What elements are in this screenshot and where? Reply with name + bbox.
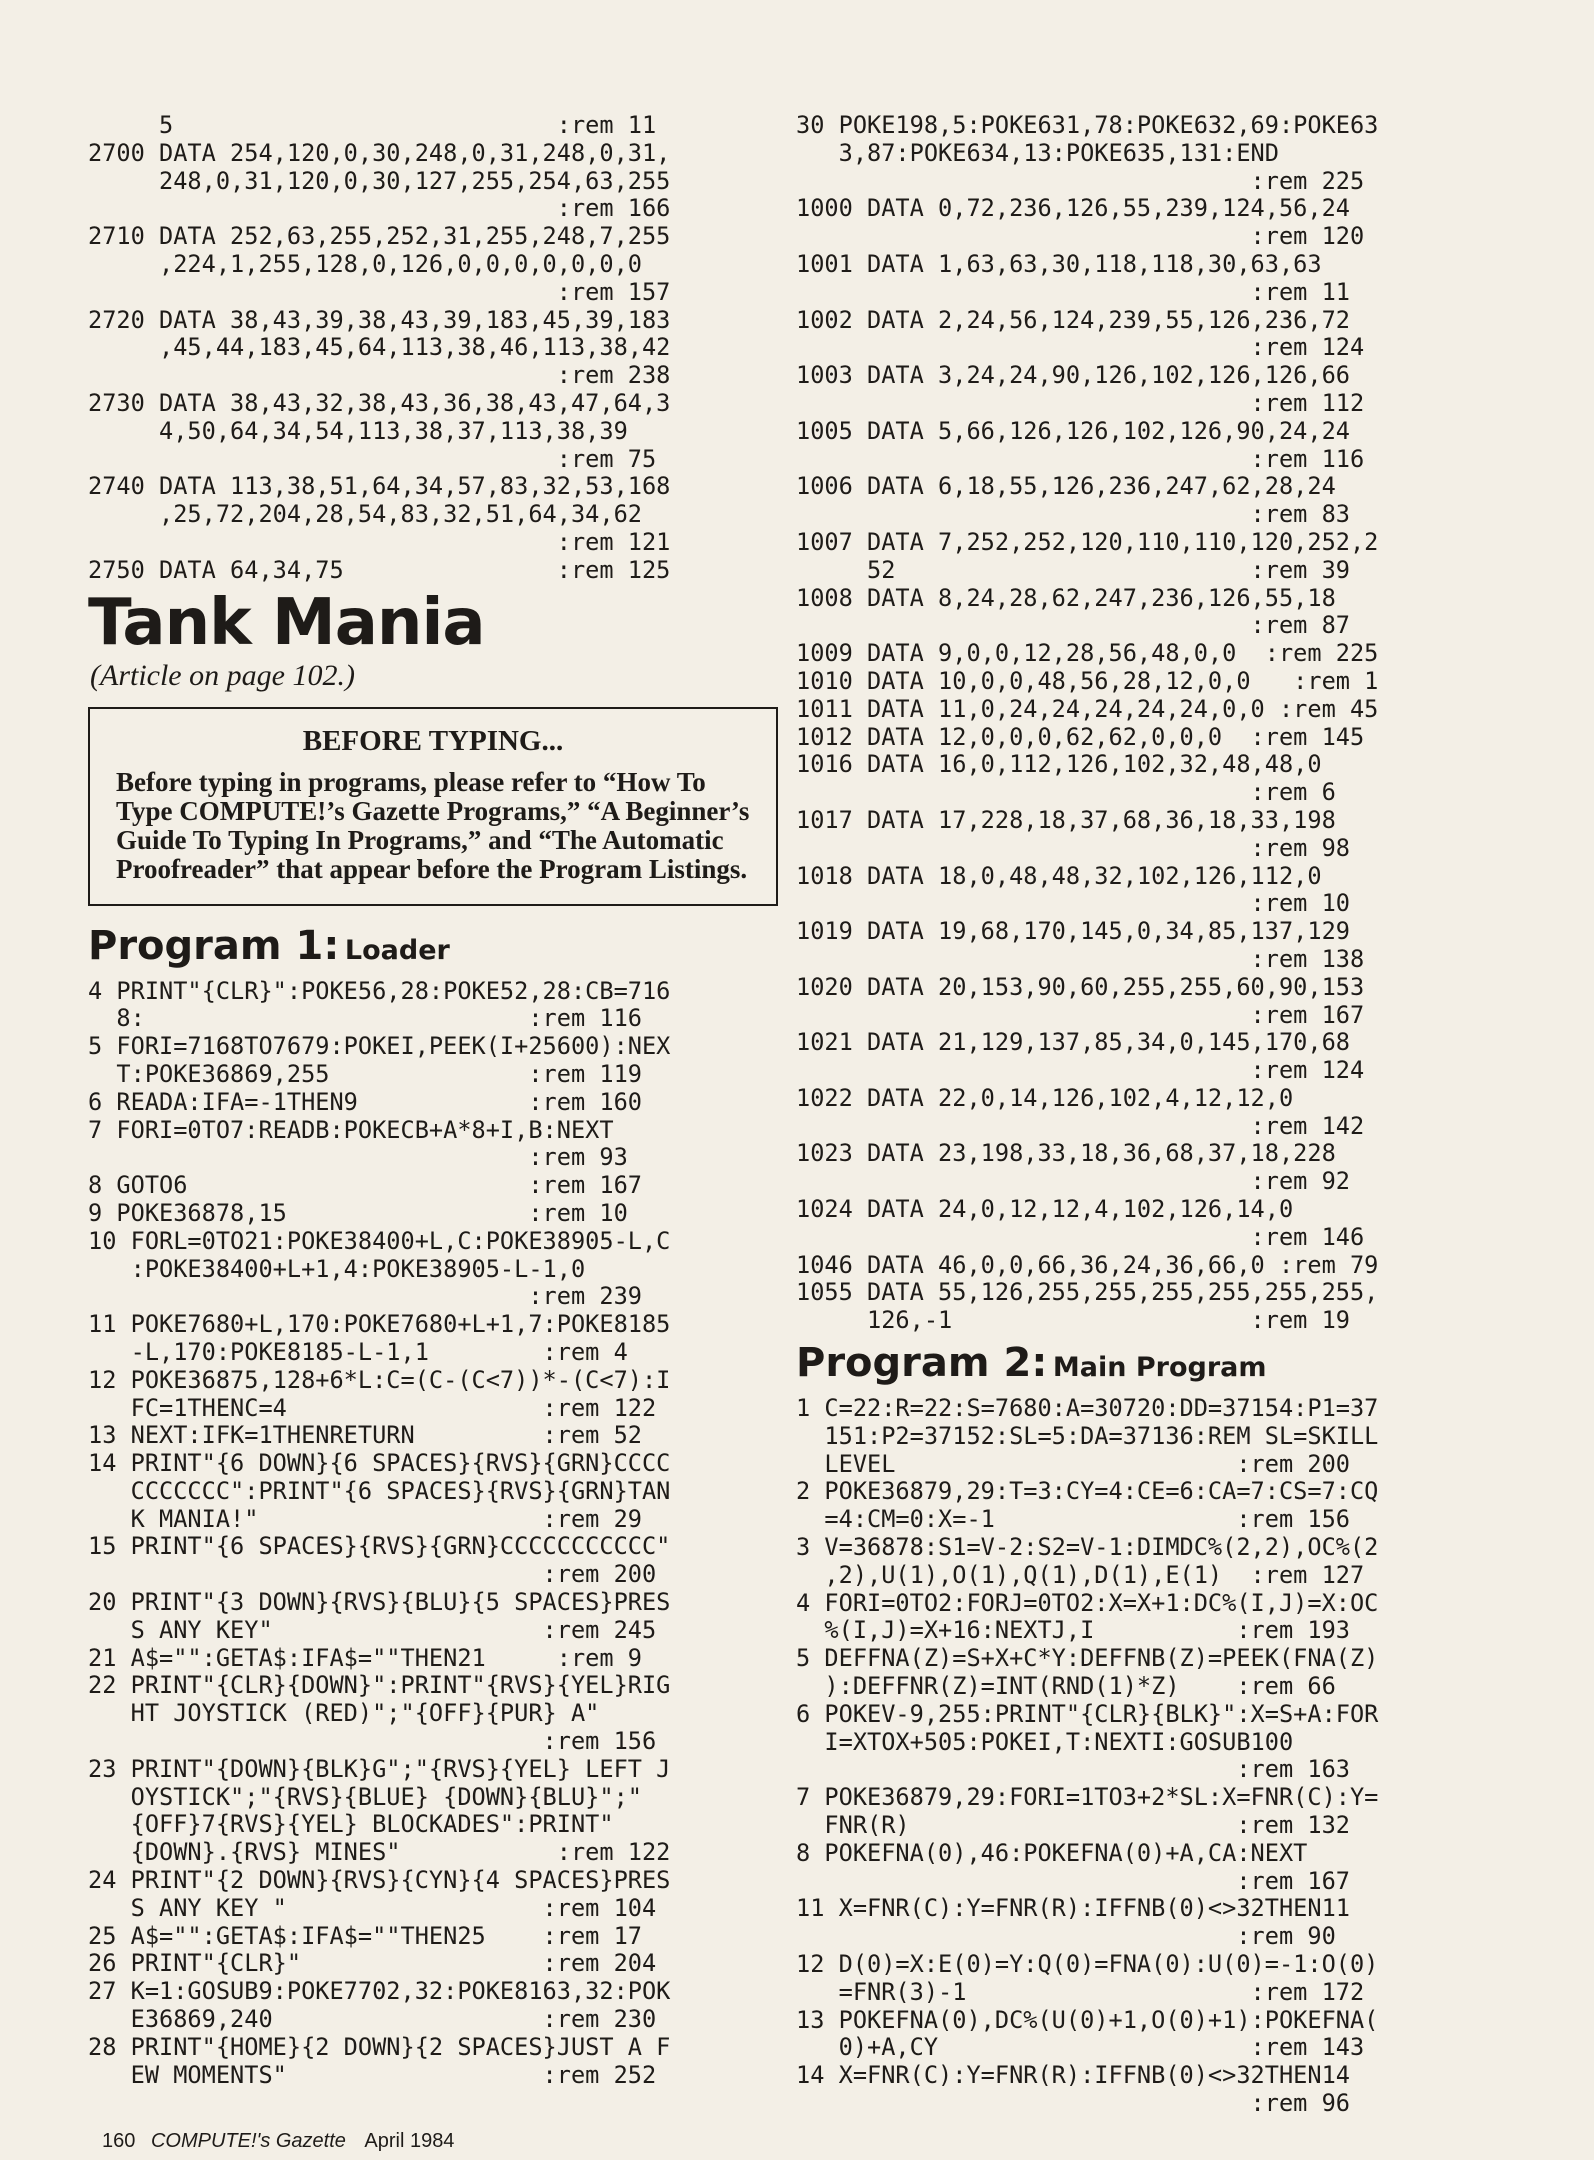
left-column [88, 112, 778, 2089]
program-2-listing: 1 C=22:R=22:S=7680:A=30720:DD=37154:P1=37 151:P2=37152:SL=5:DA=37136:REM SL=SKILL LEVEL :rem 200 2 POKE36879,29:T=3:CY=4:CE=6:CA=7:CS=7:CQ =4:CM=0:X=-1 :rem 156 3 V=36878:S1=V-2:S2=V-1:DIMDC%(2,2),OC%(2 ,2),U(1),O(1),Q(1),D(1),E(1) :rem 127 4 FORI=0TO2:FORJ=0TO2:X=X+1:DC%(I,J)=X:OC %(I,J)=X+16:NEXTJ,I :rem 193 5 DEFFNA(Z)=S+X+C*Y:DEFFNB(Z)=PEEK(FNA(Z) ):DEFFNR(Z)=INT(RND(1)*Z) :rem 66 6 POKEV-9,255:PRINT"{CLR}{BLK}":X=S+A:FOR I=XTOX+505:POKEI,T:NEXTI:GOSUB100 :rem 163 7 POKE36879,29:FORI=1TO3+2*SL:X=FNR(C):Y= FNR(R) :rem 132 8 POKEFNA(0),46:POKEFNA(0)+A,CA:NEXT :rem 167 11 X=FNR(C):Y=FNR(R):IFFNB(0)<>32THEN11 :rem 90 12 D(0)=X:E(0)=Y:Q(0)=FNA(0):U(0)=-1:O(0) =FNR(3)-1 :rem 172 13 POKEFNA(0),DC%(U(0)+1,O(0)+1):POKEFNA( 0)+A,CY :rem 143 14 X=FNR(C):Y=FNR(R):IFFNB(0)<>32THEN14 :rem 96 [796, 1394, 1379, 2117]
program-1-heading [88, 924, 778, 976]
page-number: 160 [102, 2130, 136, 2152]
program-1-name: Loader [344, 934, 450, 966]
publication-name: COMPUTE!'s Gazette [150, 2130, 346, 2152]
before-typing-text: Before typing in programs, please refer to “How To Type COMPUTE!’s Gazette Programs,” “A Beginner’s Guide To Typing In Programs,” and “The Automatic Proofreader” that appear before the Program Listings. [116, 766, 750, 884]
program-1-listing-continued: 30 POKE198,5:POKE631,78:POKE632,69:POKE63 3,87:POKE634,13:POKE635,131:END :rem 225 1000 DATA 0,72,236,126,55,239,124,56,24 :rem 120 1001 DATA 1,63,63,30,118,118,30,63,63 :rem 11 1002 DATA 2,24,56,124,239,55,126,236,72 :rem 124 1003 DATA 3,24,24,90,126,102,126,126,66 :rem 112 1005 DATA 5,66,126,126,102,126,90,24,24 :rem 116 1006 DATA 6,18,55,126,236,247,62,28,24 :rem 83 1007 DATA 7,252,252,120,110,110,120,252,2 52 :rem 39 1008 DATA 8,24,28,62,247,236,126,55,18 :rem 87 1009 DATA 9,0,0,12,28,56,48,0,0 :rem 225 1010 DATA 10,0,0,48,56,28,12,0,0 :rem 1 1011 DATA 11,0,24,24,24,24,24,0,0 :rem 45 1012 DATA 12,0,0,0,62,62,0,0,0 :rem 145 1016 DATA 16,0,112,126,102,32,48,48,0 :rem 6 1017 DATA 17,228,18,37,68,36,18,33,198 :rem 98 1018 DATA 18,0,48,48,32,102,126,112,0 :rem 10 1019 DATA 19,68,170,145,0,34,85,137,129 :rem 138 1020 DATA 20,153,90,60,255,255,60,90,153 :rem 167 1021 DATA 21,129,137,85,34,0,145,170,68 :rem 124 1022 DATA 22,0,14,126,102,4,12,12,0 :rem 142 1023 DATA 23,198,33,18,36,68,37,18,228 :rem 92 1024 DATA 24,0,12,12,4,102,126,14,0 :rem 146 1046 DATA 46,0,0,66,36,24,36,66,0 :rem 79 1055 DATA 55,126,255,255,255,255,255,255, 126,-1 :rem 19 [796, 111, 1379, 1335]
before-typing-box [88, 707, 778, 906]
program-1-label: Program 1: [88, 922, 340, 969]
program-2-name: Main Program [1052, 1352, 1267, 1384]
program-1-listing: 4 PRINT"{CLR}":POKE56,28:POKE52,28:CB=716 8: :rem 116 5 FORI=7168TO7679:POKEI,PEEK(I+25600):NEX T:POKE36869,255 :rem 119 6 READA:IFA=-1THEN9 :rem 160 7 FORI=0TO7:READB:POKECB+A*8+I,B:NEXT :rem 93 8 GOTO6 :rem 167 9 POKE36878,15 :rem 10 10 FORL=0TO21:POKE38400+L,C:POKE38905-L,C :POKE38400+L+1,4:POKE38905-L-1,0 :rem 239 11 POKE7680+L,170:POKE7680+L+1,7:POKE8185 -L,170:POKE8185-L-1,1 :rem 4 12 POKE36875,128+6*L:C=(C-(C<7))*-(C<7):I FC=1THENC=4 :rem 122 13 NEXT:IFK=1THENRETURN :rem 52 14 PRINT"{6 DOWN}{6 SPACES}{RVS}{GRN}CCCC CCCCCCC":PRINT"{6 SPACES}{RVS}{GRN}TAN K MANIA!" :rem 29 15 PRINT"{6 SPACES}{RVS}{GRN}CCCCCCCCCCC" :rem 200 20 PRINT"{3 DOWN}{RVS}{BLU}{5 SPACES}PRES S ANY KEY" :rem 245 21 A$="":GETA$:IFA$=""THEN21 :rem 9 22 PRINT"{CLR}{DOWN}":PRINT"{RVS}{YEL}RIG HT JOYSTICK (RED)";"{OFF}{PUR} A" :rem 156 23 PRINT"{DOWN}{BLK}G";"{RVS}{YEL} LEFT J OYSTICK";"{RVS}{BLUE} {DOWN}{BLU}";" {OFF}7{RVS}{YEL} BLOCKADES":PRINT" {DOWN}.{RVS} MINES" :rem 122 24 PRINT"{2 DOWN}{RVS}{CYN}{4 SPACES}PRES S ANY KEY " :rem 104 25 A$="":GETA$:IFA$=""THEN25 :rem 17 26 PRINT"{CLR}" :rem 204 27 K=1:GOSUB9:POKE7702,32:POKE8163,32:POK E36869,240 :rem 230 28 PRINT"{HOME}{2 DOWN}{2 SPACES}JUST A F EW MOMENTS" :rem 252 [88, 976, 671, 2089]
listing-continuation: 5 :rem 11 2700 DATA 254,120,0,30,248,0,31,248,0,31, 248,0,31,120,0,30,127,255,254,63,255 :rem 166 2710 DATA 252,63,255,252,31,255,248,7,255 ,224,1,255,128,0,126,0,0,0,0,0,0,0 :rem 157 2720 DATA 38,43,39,38,43,39,183,45,39,183 ,45,44,183,45,64,113,38,46,113,38,42 :rem 238 2730 DATA 38,43,32,38,43,36,38,43,47,64,3 4,50,64,34,54,113,38,37,113,38,39 :rem 75 2740 DATA 113,38,51,64,34,57,83,32,53,168 ,25,72,204,28,54,83,32,51,64,34,62 :rem 121 2750 DATA 64,34,75 :rem 125 [88, 111, 671, 584]
before-typing-heading: BEFORE TYPING... [302, 724, 564, 757]
program-2-label: Program 2: [796, 1340, 1048, 1387]
article-reference: (Article on page 102.) [90, 658, 355, 692]
page-footer [102, 2130, 454, 2153]
program-2-heading [796, 1341, 1486, 1393]
right-column [796, 112, 1486, 2118]
issue-date: April 1984 [364, 2130, 455, 2152]
article-title: Tank Mania [88, 585, 485, 660]
